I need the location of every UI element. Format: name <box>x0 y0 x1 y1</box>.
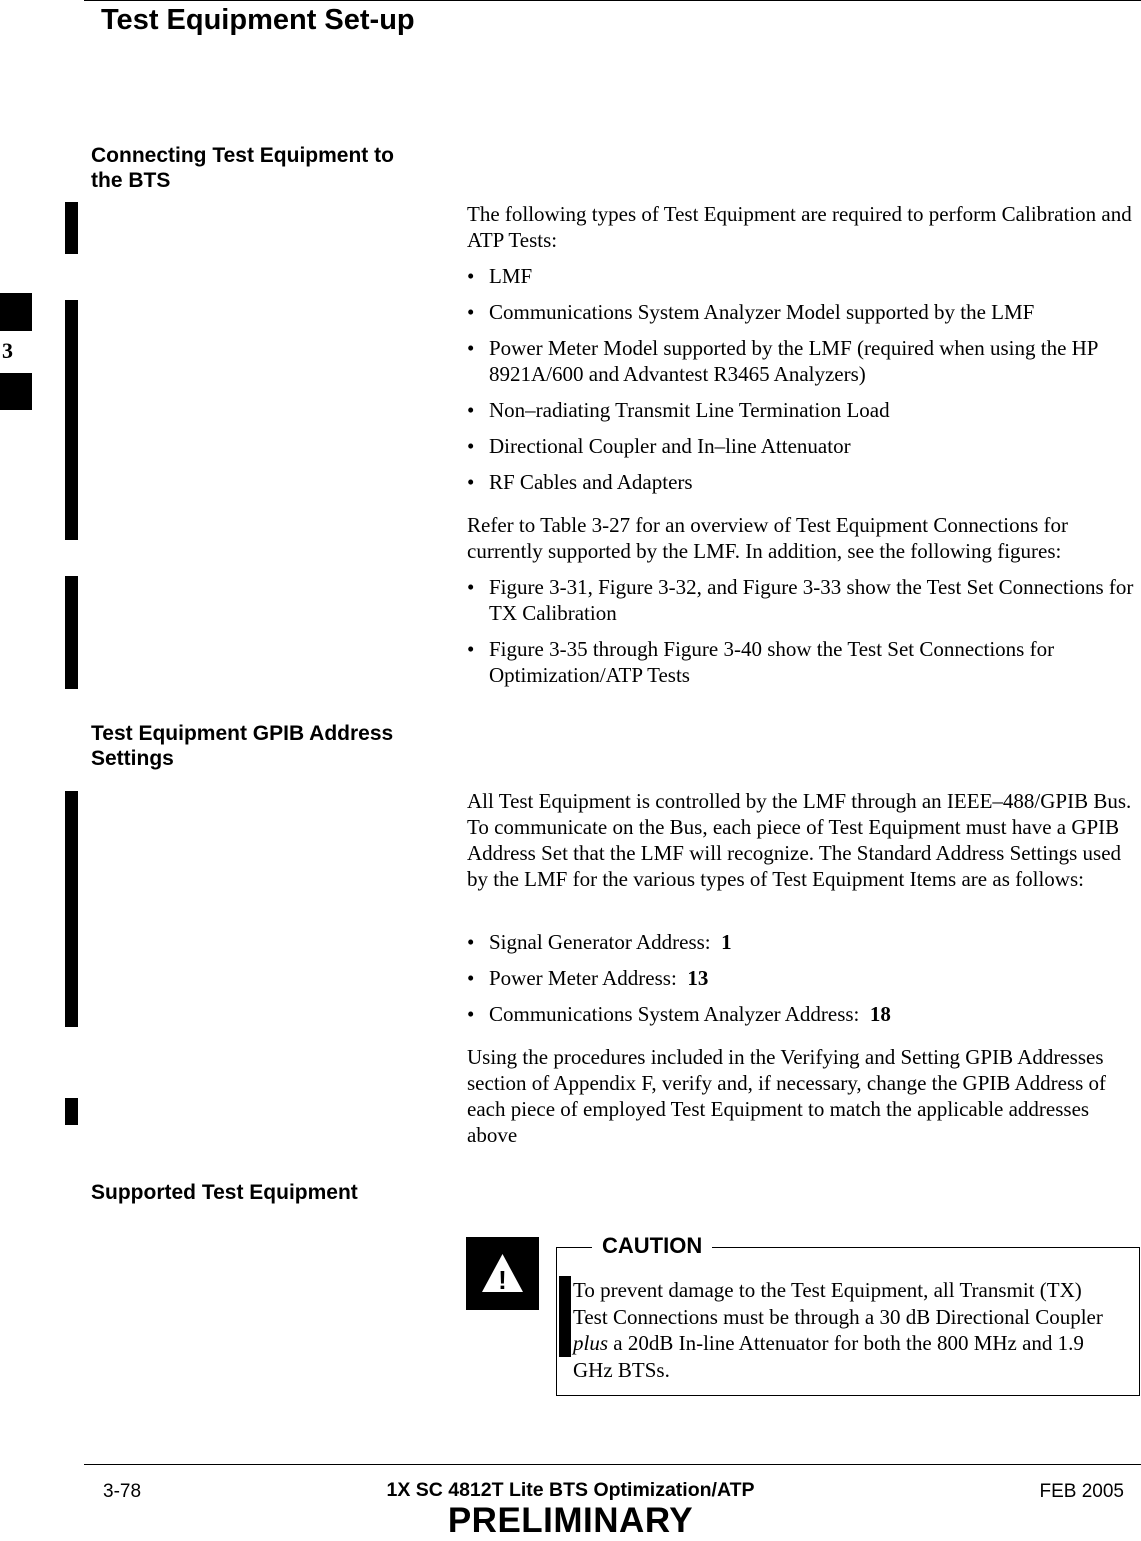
change-bar <box>65 576 78 689</box>
warning-glyph: ! <box>498 1265 507 1295</box>
bullet-icon: • <box>467 1002 475 1026</box>
footer-preliminary-label: PRELIMINARY <box>447 1501 694 1540</box>
caution-icon <box>466 1237 539 1310</box>
gpib-intro-text: All Test Equipment is controlled by the LMF through an IEEE–488/GPIB Bus. To communicate on the Bus, each piece of Test Equipment must have a GPIB Address Set that the LMF will recognize. The Standard Address Settings used by the LMF for the various types of Test Equipment Items are as follows: <box>467 789 1132 891</box>
section-heading-gpib: Test Equipment GPIB Address Settings <box>91 722 394 770</box>
address-value: 18 <box>869 1002 891 1026</box>
list-item-text: Communications System Analyzer Model supported by the LMF <box>489 300 1035 324</box>
footer-rule <box>84 1464 1141 1465</box>
list-item-text: Non–radiating Transmit Line Termination Load <box>489 398 890 422</box>
bullet-icon: • <box>467 398 475 422</box>
footer-page-number: 3-78 <box>103 1481 142 1502</box>
change-bar <box>65 1098 78 1125</box>
list-item <box>467 965 1141 991</box>
address-label: Power Meter Address: <box>489 966 677 990</box>
list-item <box>467 636 1141 688</box>
list-item-text: RF Cables and Adapters <box>489 470 693 494</box>
list-item <box>467 397 1141 423</box>
list-item <box>467 335 1141 387</box>
change-bar <box>65 202 78 254</box>
bullet-icon: • <box>467 264 475 288</box>
connecting-refer-text: Refer to Table 3-27 for an overview of Test Equipment Connections for currently supported by the LMF. In addition, see the following figures: <box>467 513 1069 563</box>
list-item-text: LMF <box>489 264 533 288</box>
bullet-icon: • <box>467 336 475 360</box>
page-header-title: Test Equipment Set-up <box>101 4 415 36</box>
caution-label: CAUTION <box>592 1233 712 1259</box>
bullet-icon: • <box>467 930 475 954</box>
connecting-intro-text: The following types of Test Equipment are required to perform Calibration and ATP Tests: <box>467 202 1132 252</box>
list-item <box>467 929 1141 955</box>
list-item <box>467 299 1141 325</box>
connecting-refer <box>467 512 1141 564</box>
address-value: 1 <box>721 930 732 954</box>
equipment-list <box>467 263 1141 505</box>
bullet-icon: • <box>467 966 475 990</box>
caution-text-emphasis: plus <box>573 1331 609 1355</box>
bullet-icon: • <box>467 434 475 458</box>
list-item <box>467 263 1141 289</box>
chapter-tab-top <box>0 293 32 331</box>
caution-text <box>573 1277 1113 1383</box>
address-label: Signal Generator Address: <box>489 930 711 954</box>
list-item-text: Figure 3-31, Figure 3-32, and Figure 3-33 show the Test Set Connections for TX Calibration <box>489 575 1134 625</box>
caution-text-part: To prevent damage to the Test Equipment, all Transmit (TX) Test Connections must be through a 30 dB Directional Coupler <box>573 1278 1103 1329</box>
gpib-procedure-text: Using the procedures included in the Verifying and Setting GPIB Addresses section of Appendix F, verify and, if necessary, change the GPIB Address of each piece of employed Test Equipment to match the applicable addresses above <box>467 1045 1107 1147</box>
figure-list <box>467 574 1141 698</box>
list-item <box>467 469 1141 495</box>
bullet-icon: • <box>467 575 475 599</box>
header-rule <box>84 0 1141 1</box>
bullet-icon: • <box>467 470 475 494</box>
list-item <box>467 433 1141 459</box>
address-value: 13 <box>687 966 709 990</box>
chapter-tab-bottom <box>0 373 32 410</box>
connecting-intro <box>467 201 1141 253</box>
list-item-text: Power Meter Model supported by the LMF (required when using the HP 8921A/600 and Advantest R3465 Analyzers) <box>489 336 1098 386</box>
list-item-text: Figure 3-35 through Figure 3-40 show the Test Set Connections for Optimization/ATP Tests <box>489 637 1055 687</box>
chapter-tab-number: 3 <box>2 338 13 363</box>
gpib-intro <box>467 788 1141 892</box>
change-bar <box>65 300 78 540</box>
section-heading-connecting: Connecting Test Equipment to the BTS <box>91 144 394 192</box>
footer-date: FEB 2005 <box>1039 1481 1124 1502</box>
bullet-icon: • <box>467 637 475 661</box>
change-bar <box>65 791 78 1027</box>
list-item-text: Directional Coupler and In–line Attenuator <box>489 434 851 458</box>
gpib-procedure <box>467 1044 1141 1148</box>
footer-document-title: 1X SC 4812T Lite BTS Optimization/ATP <box>386 1479 755 1501</box>
address-label: Communications System Analyzer Address: <box>489 1002 860 1026</box>
section-heading-supported: Supported Test Equipment <box>91 1181 358 1204</box>
warning-triangle-icon <box>466 1237 539 1310</box>
caution-text-part: a 20dB In-line Attenuator for both the 800 MHz and 1.9 GHz BTSs. <box>573 1331 1084 1382</box>
list-item <box>467 1001 1141 1027</box>
bullet-icon: • <box>467 300 475 324</box>
gpib-address-list <box>467 929 1141 1037</box>
caution-change-bar <box>559 1276 571 1357</box>
list-item <box>467 574 1141 626</box>
